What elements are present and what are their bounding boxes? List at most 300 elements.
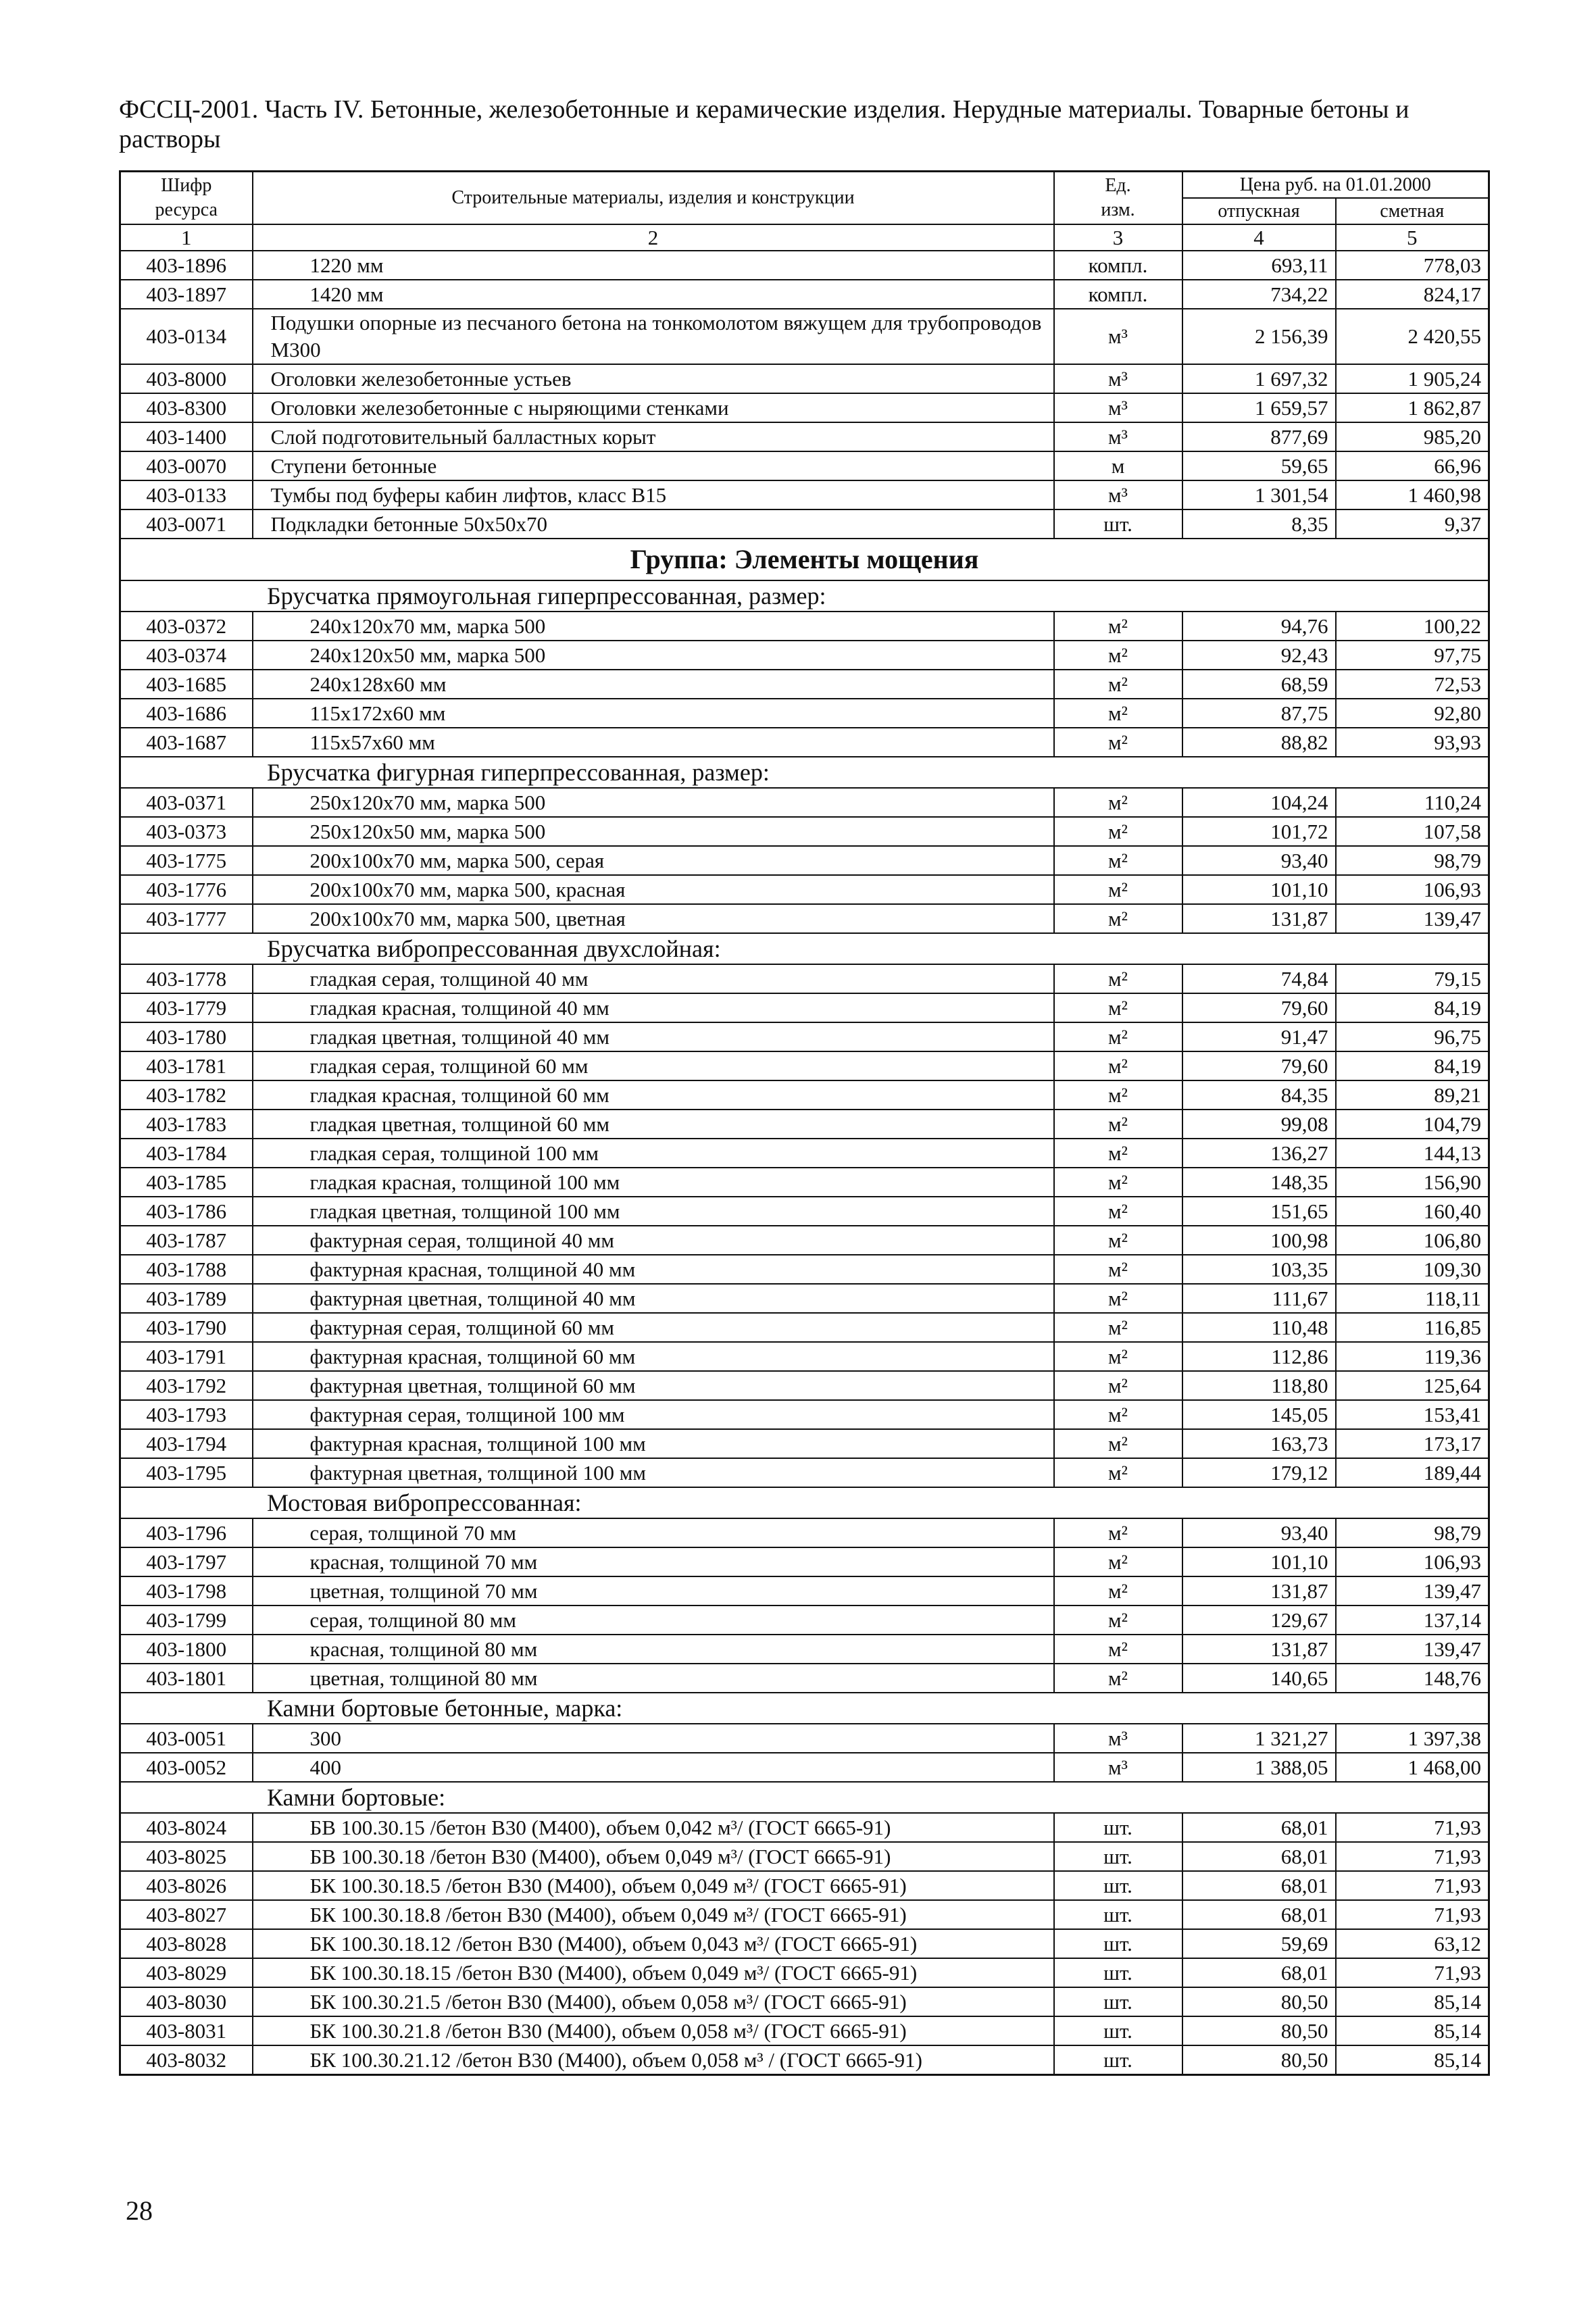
release-price-cell: 74,84 — [1182, 964, 1336, 993]
table-row — [120, 1958, 1489, 1987]
table-row — [120, 612, 1489, 641]
column-header-unit — [1054, 172, 1182, 225]
release-price-cell: 1 388,05 — [1182, 1753, 1336, 1782]
table-row — [120, 309, 1489, 364]
subgroup-heading: Брусчатка фигурная гиперпрессованная, размер: — [120, 757, 1489, 788]
estimate-price-cell: 1 468,00 — [1336, 1753, 1489, 1782]
resource-code-cell: 403-1783 — [120, 1110, 253, 1139]
estimate-price-cell: 79,15 — [1336, 964, 1489, 993]
release-price-cell: 104,24 — [1182, 788, 1336, 817]
table-row — [120, 480, 1489, 509]
material-name-cell: фактурная серая, толщиной 60 мм — [253, 1313, 1054, 1342]
resource-code-cell: 403-0371 — [120, 788, 253, 817]
unit-cell: м² — [1054, 817, 1182, 846]
release-price-cell: 131,87 — [1182, 1576, 1336, 1605]
release-price-cell: 101,10 — [1182, 875, 1336, 904]
table-row — [120, 788, 1489, 817]
table-header-row-1 — [120, 172, 1489, 199]
resource-code-cell: 403-0134 — [120, 309, 253, 364]
unit-cell: м² — [1054, 788, 1182, 817]
resource-code-cell: 403-1786 — [120, 1197, 253, 1226]
column-number: 5 — [1336, 224, 1489, 251]
release-price-cell: 1 321,27 — [1182, 1724, 1336, 1753]
table-row — [120, 1139, 1489, 1168]
release-price-cell: 140,65 — [1182, 1664, 1336, 1693]
resource-code-cell: 403-8032 — [120, 2045, 253, 2075]
resource-code-cell: 403-1780 — [120, 1022, 253, 1051]
estimate-price-cell: 1 397,38 — [1336, 1724, 1489, 1753]
subgroup-heading: Камни бортовые: — [120, 1782, 1489, 1813]
material-name-cell: 1420 мм — [253, 280, 1054, 309]
column-header-price: Цена руб. на 01.01.2000 — [1182, 172, 1489, 199]
release-price-cell: 693,11 — [1182, 251, 1336, 280]
resource-code-cell: 403-1778 — [120, 964, 253, 993]
resource-code-cell: 403-8026 — [120, 1871, 253, 1900]
subgroup-heading: Брусчатка прямоугольная гиперпрессованная, размер: — [120, 580, 1489, 612]
resource-code-cell: 403-1799 — [120, 1605, 253, 1635]
subgroup-heading: Камни бортовые бетонные, марка: — [120, 1693, 1489, 1724]
material-name-cell: 115x172x60 мм — [253, 699, 1054, 728]
release-price-cell: 118,80 — [1182, 1371, 1336, 1400]
material-name-cell: Тумбы под буферы кабин лифтов, класс В15 — [253, 480, 1054, 509]
estimate-price-cell: 110,24 — [1336, 788, 1489, 817]
release-price-cell: 68,01 — [1182, 1900, 1336, 1929]
release-price-cell: 68,01 — [1182, 1958, 1336, 1987]
table-row — [120, 1255, 1489, 1284]
column-header-name: Строительные материалы, изделия и конструкции — [253, 172, 1054, 225]
table-row — [120, 2016, 1489, 2045]
column-header-unit-line2: изм. — [1101, 199, 1135, 220]
resource-code-cell: 403-1784 — [120, 1139, 253, 1168]
column-number: 4 — [1182, 224, 1336, 251]
table-row — [120, 670, 1489, 699]
resource-code-cell: 403-1788 — [120, 1255, 253, 1284]
resource-code-cell: 403-1779 — [120, 993, 253, 1022]
unit-cell: м² — [1054, 904, 1182, 933]
release-price-cell: 8,35 — [1182, 509, 1336, 539]
column-header-price-release: отпускная — [1182, 198, 1336, 224]
material-name-cell: фактурная цветная, толщиной 40 мм — [253, 1284, 1054, 1313]
table-row — [120, 280, 1489, 309]
estimate-price-cell: 89,21 — [1336, 1080, 1489, 1110]
table-row — [120, 509, 1489, 539]
material-name-cell: гладкая красная, толщиной 60 мм — [253, 1080, 1054, 1110]
estimate-price-cell: 144,13 — [1336, 1139, 1489, 1168]
release-price-cell: 1 697,32 — [1182, 364, 1336, 393]
table-row — [120, 1313, 1489, 1342]
resource-code-cell: 403-1794 — [120, 1429, 253, 1458]
estimate-price-cell: 85,14 — [1336, 2045, 1489, 2075]
material-name-cell: БК 100.30.18.12 /бетон В30 (М400), объем 0,043 м³/ (ГОСТ 6665-91) — [253, 1929, 1054, 1958]
release-price-cell: 80,50 — [1182, 2016, 1336, 2045]
column-header-code-line2: ресурса — [155, 199, 218, 220]
material-name-cell: БВ 100.30.18 /бетон В30 (М400), объем 0,049 м³/ (ГОСТ 6665-91) — [253, 1842, 1054, 1871]
material-name-cell: 240x120x50 мм, марка 500 — [253, 641, 1054, 670]
estimate-price-cell: 2 420,55 — [1336, 309, 1489, 364]
release-price-cell: 131,87 — [1182, 1635, 1336, 1664]
resource-code-cell: 403-1687 — [120, 728, 253, 757]
release-price-cell: 68,01 — [1182, 1871, 1336, 1900]
unit-cell: м² — [1054, 1429, 1182, 1458]
subgroup-heading: Мостовая вибропрессованная: — [120, 1487, 1489, 1518]
resource-code-cell: 403-1400 — [120, 422, 253, 451]
estimate-price-cell: 100,22 — [1336, 612, 1489, 641]
column-header-price-estimate: сметная — [1336, 198, 1489, 224]
unit-cell: м² — [1054, 641, 1182, 670]
table-row — [120, 1871, 1489, 1900]
estimate-price-cell: 106,80 — [1336, 1226, 1489, 1255]
resource-code-cell: 403-8027 — [120, 1900, 253, 1929]
resource-code-cell: 403-1897 — [120, 280, 253, 309]
table-row — [120, 1929, 1489, 1958]
release-price-cell: 79,60 — [1182, 993, 1336, 1022]
estimate-price-cell: 118,11 — [1336, 1284, 1489, 1313]
material-name-cell: гладкая цветная, толщиной 100 мм — [253, 1197, 1054, 1226]
material-name-cell: фактурная красная, толщиной 40 мм — [253, 1255, 1054, 1284]
release-price-cell: 99,08 — [1182, 1110, 1336, 1139]
resource-code-cell: 403-1685 — [120, 670, 253, 699]
estimate-price-cell: 1 905,24 — [1336, 364, 1489, 393]
material-name-cell: гладкая цветная, толщиной 60 мм — [253, 1110, 1054, 1139]
unit-cell: м² — [1054, 875, 1182, 904]
table-row — [120, 1429, 1489, 1458]
release-price-cell: 2 156,39 — [1182, 309, 1336, 364]
table-row — [120, 1284, 1489, 1313]
resource-code-cell: 403-0051 — [120, 1724, 253, 1753]
estimate-price-cell: 104,79 — [1336, 1110, 1489, 1139]
table-row — [120, 875, 1489, 904]
material-name-cell: цветная, толщиной 80 мм — [253, 1664, 1054, 1693]
resource-code-cell: 403-1795 — [120, 1458, 253, 1487]
material-name-cell: серая, толщиной 70 мм — [253, 1518, 1054, 1547]
resource-code-cell: 403-0374 — [120, 641, 253, 670]
estimate-price-cell: 93,93 — [1336, 728, 1489, 757]
estimate-price-cell: 106,93 — [1336, 875, 1489, 904]
unit-cell: м² — [1054, 1139, 1182, 1168]
resource-code-cell: 403-1798 — [120, 1576, 253, 1605]
unit-cell: м² — [1054, 1313, 1182, 1342]
release-price-cell: 112,86 — [1182, 1342, 1336, 1371]
estimate-price-cell: 153,41 — [1336, 1400, 1489, 1429]
material-name-cell: БВ 100.30.15 /бетон В30 (М400), объем 0,042 м³/ (ГОСТ 6665-91) — [253, 1813, 1054, 1842]
table-row — [120, 1987, 1489, 2016]
unit-cell: м² — [1054, 1342, 1182, 1371]
table-row — [120, 1813, 1489, 1842]
page-number: 28 — [126, 2195, 153, 2226]
table-row — [120, 1168, 1489, 1197]
estimate-price-cell: 71,93 — [1336, 1900, 1489, 1929]
estimate-price-cell: 71,93 — [1336, 1813, 1489, 1842]
unit-cell: шт. — [1054, 2016, 1182, 2045]
material-name-cell: цветная, толщиной 70 мм — [253, 1576, 1054, 1605]
estimate-price-cell: 84,19 — [1336, 1051, 1489, 1080]
table-row — [120, 364, 1489, 393]
table-row — [120, 393, 1489, 422]
table-row — [120, 728, 1489, 757]
price-table — [119, 170, 1490, 2076]
subgroup-heading: Брусчатка вибропрессованная двухслойная: — [120, 933, 1489, 964]
resource-code-cell: 403-0133 — [120, 480, 253, 509]
unit-cell: м³ — [1054, 309, 1182, 364]
unit-cell: м³ — [1054, 364, 1182, 393]
resource-code-cell: 403-8025 — [120, 1842, 253, 1871]
material-name-cell: БК 100.30.21.5 /бетон В30 (М400), объем 0,058 м³/ (ГОСТ 6665-91) — [253, 1987, 1054, 2016]
release-price-cell: 92,43 — [1182, 641, 1336, 670]
unit-cell: м² — [1054, 1197, 1182, 1226]
release-price-cell: 59,65 — [1182, 451, 1336, 480]
estimate-price-cell: 84,19 — [1336, 993, 1489, 1022]
resource-code-cell: 403-1787 — [120, 1226, 253, 1255]
resource-code-cell: 403-8030 — [120, 1987, 253, 2016]
release-price-cell: 59,69 — [1182, 1929, 1336, 1958]
material-name-cell: БК 100.30.21.8 /бетон В30 (М400), объем 0,058 м³/ (ГОСТ 6665-91) — [253, 2016, 1054, 2045]
resource-code-cell: 403-0373 — [120, 817, 253, 846]
table-row — [120, 1900, 1489, 1929]
release-price-cell: 101,10 — [1182, 1547, 1336, 1576]
release-price-cell: 734,22 — [1182, 280, 1336, 309]
subgroup-heading-row — [120, 1487, 1489, 1518]
estimate-price-cell: 985,20 — [1336, 422, 1489, 451]
unit-cell: м² — [1054, 1458, 1182, 1487]
material-name-cell: фактурная цветная, толщиной 60 мм — [253, 1371, 1054, 1400]
table-row — [120, 1080, 1489, 1110]
resource-code-cell: 403-1775 — [120, 846, 253, 875]
estimate-price-cell: 106,93 — [1336, 1547, 1489, 1576]
resource-code-cell: 403-1796 — [120, 1518, 253, 1547]
release-price-cell: 148,35 — [1182, 1168, 1336, 1197]
estimate-price-cell: 66,96 — [1336, 451, 1489, 480]
material-name-cell: серая, толщиной 80 мм — [253, 1605, 1054, 1635]
material-name-cell: 300 — [253, 1724, 1054, 1753]
table-row — [120, 1724, 1489, 1753]
release-price-cell: 84,35 — [1182, 1080, 1336, 1110]
resource-code-cell: 403-0070 — [120, 451, 253, 480]
unit-cell: компл. — [1054, 251, 1182, 280]
material-name-cell: гладкая серая, толщиной 60 мм — [253, 1051, 1054, 1080]
material-name-cell: 400 — [253, 1753, 1054, 1782]
column-number: 3 — [1054, 224, 1182, 251]
unit-cell: м² — [1054, 1022, 1182, 1051]
estimate-price-cell: 71,93 — [1336, 1871, 1489, 1900]
resource-code-cell: 403-1790 — [120, 1313, 253, 1342]
table-row — [120, 904, 1489, 933]
estimate-price-cell: 137,14 — [1336, 1605, 1489, 1635]
table-row — [120, 1458, 1489, 1487]
material-name-cell: гладкая красная, толщиной 100 мм — [253, 1168, 1054, 1197]
resource-code-cell: 403-1896 — [120, 251, 253, 280]
material-name-cell: Оголовки железобетонные устьев — [253, 364, 1054, 393]
unit-cell: м² — [1054, 993, 1182, 1022]
unit-cell: м² — [1054, 1080, 1182, 1110]
estimate-price-cell: 1 460,98 — [1336, 480, 1489, 509]
unit-cell: шт. — [1054, 2045, 1182, 2075]
material-name-cell: БК 100.30.18.15 /бетон В30 (М400), объем 0,049 м³/ (ГОСТ 6665-91) — [253, 1958, 1054, 1987]
unit-cell: м² — [1054, 1110, 1182, 1139]
column-number: 2 — [253, 224, 1054, 251]
estimate-price-cell: 173,17 — [1336, 1429, 1489, 1458]
resource-code-cell: 403-1686 — [120, 699, 253, 728]
unit-cell: м² — [1054, 1635, 1182, 1664]
material-name-cell: БК 100.30.18.5 /бетон В30 (М400), объем 0,049 м³/ (ГОСТ 6665-91) — [253, 1871, 1054, 1900]
unit-cell: м² — [1054, 1518, 1182, 1547]
table-row — [120, 641, 1489, 670]
table-row — [120, 1197, 1489, 1226]
unit-cell: м³ — [1054, 1753, 1182, 1782]
table-row — [120, 1518, 1489, 1547]
resource-code-cell: 403-1776 — [120, 875, 253, 904]
material-name-cell: красная, толщиной 70 мм — [253, 1547, 1054, 1576]
material-name-cell: фактурная серая, толщиной 100 мм — [253, 1400, 1054, 1429]
unit-cell: м² — [1054, 1255, 1182, 1284]
material-name-cell: фактурная красная, толщиной 100 мм — [253, 1429, 1054, 1458]
material-name-cell: фактурная красная, толщиной 60 мм — [253, 1342, 1054, 1371]
table-row — [120, 451, 1489, 480]
material-name-cell: БК 100.30.21.12 /бетон В30 (М400), объем 0,058 м³ / (ГОСТ 6665-91) — [253, 2045, 1054, 2075]
estimate-price-cell: 156,90 — [1336, 1168, 1489, 1197]
resource-code-cell: 403-1801 — [120, 1664, 253, 1693]
material-name-cell: 200x100x70 мм, марка 500, серая — [253, 846, 1054, 875]
unit-cell: м² — [1054, 846, 1182, 875]
resource-code-cell: 403-0052 — [120, 1753, 253, 1782]
release-price-cell: 79,60 — [1182, 1051, 1336, 1080]
estimate-price-cell: 9,37 — [1336, 509, 1489, 539]
table-row — [120, 846, 1489, 875]
unit-cell: м² — [1054, 1400, 1182, 1429]
release-price-cell: 163,73 — [1182, 1429, 1336, 1458]
resource-code-cell: 403-8000 — [120, 364, 253, 393]
unit-cell: м² — [1054, 1226, 1182, 1255]
unit-cell: м — [1054, 451, 1182, 480]
table-row — [120, 1226, 1489, 1255]
column-number: 1 — [120, 224, 253, 251]
unit-cell: м² — [1054, 1284, 1182, 1313]
release-price-cell: 91,47 — [1182, 1022, 1336, 1051]
unit-cell: м² — [1054, 612, 1182, 641]
estimate-price-cell: 139,47 — [1336, 1576, 1489, 1605]
unit-cell: м² — [1054, 1605, 1182, 1635]
release-price-cell: 94,76 — [1182, 612, 1336, 641]
estimate-price-cell: 116,85 — [1336, 1313, 1489, 1342]
material-name-cell: Ступени бетонные — [253, 451, 1054, 480]
resource-code-cell: 403-1789 — [120, 1284, 253, 1313]
subgroup-heading-row — [120, 933, 1489, 964]
estimate-price-cell: 160,40 — [1336, 1197, 1489, 1226]
material-name-cell: гладкая серая, толщиной 100 мм — [253, 1139, 1054, 1168]
material-name-cell: 240x128x60 мм — [253, 670, 1054, 699]
release-price-cell: 179,12 — [1182, 1458, 1336, 1487]
material-name-cell: красная, толщиной 80 мм — [253, 1635, 1054, 1664]
release-price-cell: 1 659,57 — [1182, 393, 1336, 422]
table-row — [120, 1400, 1489, 1429]
table-row — [120, 422, 1489, 451]
subgroup-heading-row — [120, 1782, 1489, 1813]
release-price-cell: 110,48 — [1182, 1313, 1336, 1342]
resource-code-cell: 403-1792 — [120, 1371, 253, 1400]
release-price-cell: 88,82 — [1182, 728, 1336, 757]
resource-code-cell: 403-1777 — [120, 904, 253, 933]
material-name-cell: 200x100x70 мм, марка 500, цветная — [253, 904, 1054, 933]
table-row — [120, 1110, 1489, 1139]
unit-cell: м² — [1054, 699, 1182, 728]
release-price-cell: 131,87 — [1182, 904, 1336, 933]
table-row — [120, 1664, 1489, 1693]
estimate-price-cell: 189,44 — [1336, 1458, 1489, 1487]
subgroup-heading-row — [120, 757, 1489, 788]
estimate-price-cell: 96,75 — [1336, 1022, 1489, 1051]
table-row — [120, 1635, 1489, 1664]
unit-cell: шт. — [1054, 1958, 1182, 1987]
estimate-price-cell: 98,79 — [1336, 846, 1489, 875]
table-row — [120, 1842, 1489, 1871]
unit-cell: шт. — [1054, 1813, 1182, 1842]
table-row — [120, 2045, 1489, 2075]
unit-cell: шт. — [1054, 1900, 1182, 1929]
resource-code-cell: 403-0372 — [120, 612, 253, 641]
table-row — [120, 1576, 1489, 1605]
resource-code-cell: 403-8031 — [120, 2016, 253, 2045]
material-name-cell: 250x120x50 мм, марка 500 — [253, 817, 1054, 846]
table-row — [120, 964, 1489, 993]
estimate-price-cell: 98,79 — [1336, 1518, 1489, 1547]
estimate-price-cell: 109,30 — [1336, 1255, 1489, 1284]
release-price-cell: 80,50 — [1182, 1987, 1336, 2016]
group-heading-row — [120, 539, 1489, 580]
unit-cell: м² — [1054, 1168, 1182, 1197]
estimate-price-cell: 824,17 — [1336, 280, 1489, 309]
resource-code-cell: 403-0071 — [120, 509, 253, 539]
page-header-title: ФССЦ-2001. Часть IV. Бетонные, железобетонные и керамические изделия. Нерудные материалы. Товарные бетоны и растворы — [119, 95, 1410, 153]
material-name-cell: фактурная цветная, толщиной 100 мм — [253, 1458, 1054, 1487]
table-row — [120, 1753, 1489, 1782]
release-price-cell: 151,65 — [1182, 1197, 1336, 1226]
estimate-price-cell: 92,80 — [1336, 699, 1489, 728]
resource-code-cell: 403-8028 — [120, 1929, 253, 1958]
estimate-price-cell: 125,64 — [1336, 1371, 1489, 1400]
column-header-code — [120, 172, 253, 225]
unit-cell: м² — [1054, 728, 1182, 757]
table-row — [120, 1547, 1489, 1576]
estimate-price-cell: 97,75 — [1336, 641, 1489, 670]
estimate-price-cell: 778,03 — [1336, 251, 1489, 280]
material-name-cell: 200x100x70 мм, марка 500, красная — [253, 875, 1054, 904]
material-name-cell: гладкая серая, толщиной 40 мм — [253, 964, 1054, 993]
release-price-cell: 68,59 — [1182, 670, 1336, 699]
unit-cell: м² — [1054, 1664, 1182, 1693]
material-name-cell: гладкая цветная, толщиной 40 мм — [253, 1022, 1054, 1051]
column-header-unit-line1: Ед. — [1105, 175, 1131, 196]
table-row — [120, 699, 1489, 728]
release-price-cell: 145,05 — [1182, 1400, 1336, 1429]
material-name-cell: Оголовки железобетонные с ныряющими стенками — [253, 393, 1054, 422]
column-header-code-line1: Шифр — [161, 175, 212, 196]
resource-code-cell: 403-1785 — [120, 1168, 253, 1197]
resource-code-cell: 403-8300 — [120, 393, 253, 422]
table-body — [120, 251, 1489, 2075]
table-row — [120, 1605, 1489, 1635]
estimate-price-cell: 85,14 — [1336, 1987, 1489, 2016]
table-row — [120, 251, 1489, 280]
material-name-cell: БК 100.30.18.8 /бетон В30 (М400), объем 0,049 м³/ (ГОСТ 6665-91) — [253, 1900, 1054, 1929]
group-heading: Группа: Элементы мощения — [120, 539, 1489, 580]
resource-code-cell: 403-8024 — [120, 1813, 253, 1842]
estimate-price-cell: 72,53 — [1336, 670, 1489, 699]
material-name-cell: Подкладки бетонные 50x50x70 — [253, 509, 1054, 539]
release-price-cell: 93,40 — [1182, 846, 1336, 875]
unit-cell: шт. — [1054, 509, 1182, 539]
estimate-price-cell: 85,14 — [1336, 2016, 1489, 2045]
release-price-cell: 1 301,54 — [1182, 480, 1336, 509]
unit-cell: м² — [1054, 964, 1182, 993]
